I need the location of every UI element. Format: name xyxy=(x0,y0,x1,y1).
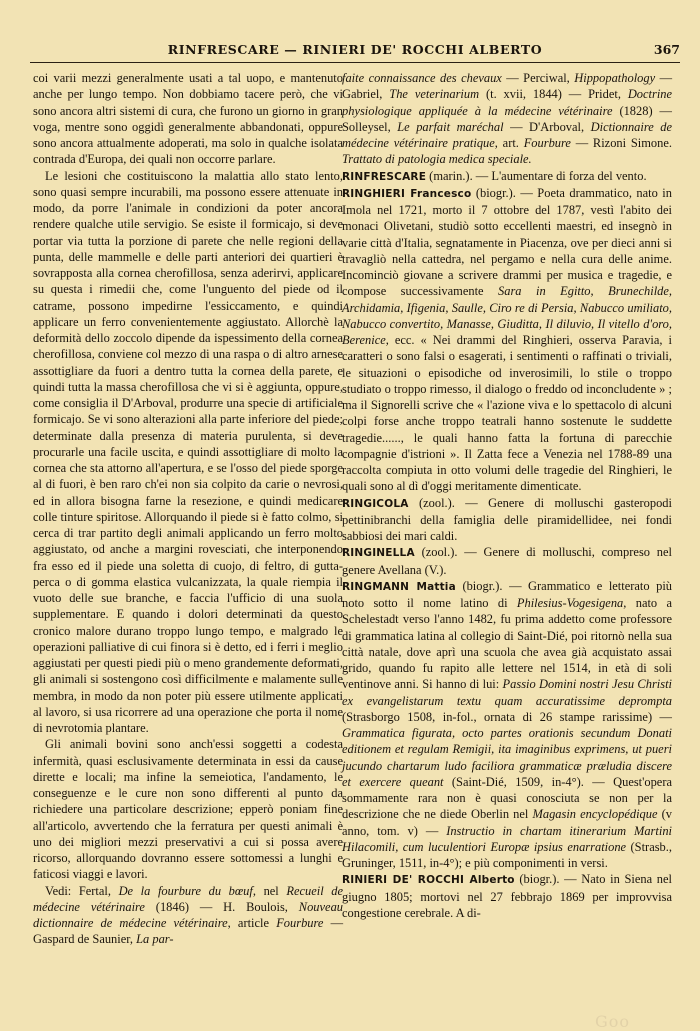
cited-title: Le parfait maréchal xyxy=(397,119,504,134)
text-run: , article xyxy=(227,916,277,930)
entry-ringicola xyxy=(342,495,672,545)
entry-headword: RINGMANN Mattia xyxy=(342,580,456,593)
text-run: (1846) — H. Boulois, xyxy=(144,899,299,914)
cited-title: Magasin encyclopédique xyxy=(532,807,658,822)
entry-headword: RINGICOLA xyxy=(342,497,409,510)
text-run: (t. xvii, 1844) — Pridet, xyxy=(479,87,628,102)
cited-title: Philesius-Vogesigena xyxy=(516,596,624,610)
text-run: — Rizoni Simone. xyxy=(570,136,672,150)
page-number: 367 xyxy=(653,42,680,57)
cited-title: Trattato di patologia medica speciale. xyxy=(342,152,532,167)
text-run: , art. xyxy=(494,136,524,150)
cited-title: Fourbure xyxy=(523,136,571,150)
paragraph: Le lesioni che costituiscono la malattia allo stato lento, sono quasi sempre incurabili, ma possono essere attenuate in modo, da porre l'animale in condizioni da poter ancora rendere qualche utile servigio. Se esiste il formicajo, si deve portar via tutta la porzione di parete che nelle regioni della punta, delle mammelle e delle parti anteriori dei quartieri è sovrapposta alla cornea cherofillosa, senza aderirvi, applicare su questa i rimedii che, come l'unguento del piede od il catrame, possono impedirne l'essiccamento, e quindi applicare un ferro convenientemente aggiustato. Allorchè la deformità dello zoccolo dipende da ispessimento della cornea cherofillosa, conviene col mezzo di una raspa o di altro arnese assottigliare da fuori a dentro tutta la cornea della parete, e quindi tutta la massa cherofillosa che vi si è aggiunta, oppure, come consiglia il D'Arboval, produrre una specie di artificiale formicajo. Se vi sono alterazioni alla parte inferiore del piede; determinate dalla presenza di materia purulenta, si deve procurarle una facile uscita, e quindi assottigliare di molto la cornea che sta attorno all'apertura, e se l'osso del piede sporge al di fuori, è ben raro ch'ei non sia colpito da carie o nevrosi, ed in allora bisogna farne la resezione, e quindi medicare colle tinture spiritose. Allorquando il piede si è fatto colmo, si cerca di trar partito degli animali applicando un ferro molto aggiustato, od anche a margini rovesciati, che interponendo fra esso ed il piede una soletta di cuojo, di feltro, di gutta-perca o di gomma elastica vulcanizzata, la quale riempia il vuoto delle sue branche, e faccia l'ufficio di una suola supplementare. E quando i dolori determinati da questo cronico malore durano troppo lungo tempo, e malgrado le operazioni palliative di cui finora si è detto, ed i ferri i meglio aggiustati per questi piedi più o meno grandemente deformati, gli animali si sostengono così difficilmente e malamente sulle membra, in modo da non poter più essere utilmente applicati al lavoro, si usa ricorrere ad una operazione che porta il nome di nevrotomia plantare. xyxy=(33,168,343,735)
entry-headword: RINGINELLA xyxy=(342,547,415,560)
cited-title: Recueil de médecine vétérinaire xyxy=(33,883,344,914)
text-run: — Gaspard de Saunier, xyxy=(33,916,344,947)
entry-text: ecc. « Nei drammi del Ringhieri, osserva Paravia, i caratteri o sono falsi o esagerati, i sentimenti o raffinati o triviali, le situazioni o episodiche od inverosimili, lo stile o troppo studiato o troppo rimesso, il dialogo o freddo od inconcludente » ; ma il Signorelli scrive che « l'azione viva e lo spettacolo di alcuni colpi forse anche troppo teatrali hanno sostenute le suddette tragedie......, le quali hanno fatta la fortuna di parecchie compagnie d'istrioni ». Il Zatta fece a Venezia nel 1788-89 una raccolta compiuta in otto volumi delle tragedie del Ringhieri, le quali sono al dì d'oggi meritamente dimenticate. xyxy=(342,333,672,494)
text-run: (1828) — Solleysel, xyxy=(342,103,672,134)
entry-text: (biogr.). — Poeta drammatico, nato in Imola nel 1721, morto il 7 ottobre del 1787, vestì l'abito dei monaci Olivetani, studiò sotto eccellenti maestri, ed insegnò in varie città d'Italia, segnatamente in Piacenza, ove per dieci anni si travagliò nella cattedra, nel pergamo e nella cura delle anime. Incominciò giovane a scrivere drammi per musica e tragedie, e compose successivamente xyxy=(342,185,672,299)
cited-title: The veterinarium xyxy=(389,87,480,102)
entry-text: (Strasborgo 1508, in-fol., ornata di 26 stampe rarissime) — xyxy=(342,709,672,724)
right-column xyxy=(342,70,672,921)
entry-text: (v anno, tom. v) — xyxy=(342,807,672,838)
cited-title: Passio Domini nostri Jesu Christi ex evangelistarum textu quam accuratissime deprompta xyxy=(342,677,672,708)
entry-headword: RINIERI DE' ROCCHI Alberto xyxy=(342,874,515,887)
entry-headword: RINGHIERI Francesco xyxy=(342,187,472,200)
bibliography-continuation xyxy=(342,70,672,168)
left-column xyxy=(33,70,343,948)
entry-text: (marin.). — L'aumentare di forza del vento. xyxy=(426,168,647,183)
paragraph: coi varii mezzi generalmente usati a tal uopo, e mantenuto anche per lungo tempo. Non dobbiamo tacere però, che vi sono ancora altri sistemi di cura, che furono un giorno in gran voga, mentre sono oggidì generalmente abbandonati, oppure sono ancora attualmente adoperati, ma solo in qualche isolata contrada d'Europa, dei quali non occorre parlare. xyxy=(33,71,343,167)
text-run: — D'Arboval, xyxy=(503,119,591,134)
cited-title: La par- xyxy=(136,932,174,947)
cited-title: Fourbure xyxy=(276,916,324,930)
text-run: Vedi: Fertal, xyxy=(45,883,119,898)
entry-ringinella xyxy=(342,544,672,578)
cited-title: faite connaissance des chevaux xyxy=(342,71,502,85)
cited-title: Doctrine physiologique appliquée à la médecine vétérinaire xyxy=(342,87,673,118)
text-run: , nel xyxy=(252,883,287,898)
entry-text: (Saint-Dié, 1509, in-4°). — Quest'opera sommamente rara non è quasi conosciuta se non per la descrizione che ne diede Oberlin nel xyxy=(342,774,672,822)
cited-title: Nouveau dictionnaire de médecine vétérinaire xyxy=(33,899,344,930)
cited-title: Dictionnaire de médecine vétérinaire pratique xyxy=(342,119,672,150)
cited-title: Hippopathology xyxy=(574,71,656,85)
entry-text: (Strasb., Gruninger, 1511, in-4°); e più componimenti in versi. xyxy=(342,839,672,870)
cited-title: Instructio in chartam itinerarium Martini Hilacomili, cum luculentiori Europæ ipsius enarratione xyxy=(342,823,672,854)
entry-text: , nato a Schelestadt verso l'anno 1482, fu prima addetto come professore di grammatica latina al collegio di Saint-Dié, poi ritornò nella sua città natale, dove aprì una scuola che avea già acquistato assai grido, quando fu rapito alle lettere nel 1514, in età di soli ventinove anni. Si hanno di lui: xyxy=(342,596,673,692)
entry-ringmann xyxy=(342,578,672,872)
scan-watermark: Goo xyxy=(595,1012,631,1031)
entry-text: (zool.). — Genere di molluschi gasteropodi pettinibranchi della famiglia delle piramidellidee, nei fondi sabbiosi dei mari caldi. xyxy=(342,495,672,543)
text-run: — Perciwal, xyxy=(501,71,575,85)
cited-title: Grammatica figurata, octo partes orationis secundum Donati editionem et regulam Remigii, ita imaginibus exprimens, ut pueri jucundo chartarum ludo faciliora grammaticæ præludia discere et exercere queant xyxy=(342,726,672,789)
running-head: RINFRESCARE — RINIERI DE' ROCCHI ALBERTO xyxy=(167,42,543,57)
text-run: — Gabriel, xyxy=(342,71,673,102)
header-rule xyxy=(30,62,680,63)
entry-ringhieri xyxy=(342,185,672,495)
entry-text: (zool.). — Genere di molluschi, compreso nel genere Avellana (V.). xyxy=(342,545,672,577)
entry-rinfrescare xyxy=(342,168,672,185)
entry-headword: RINFRESCARE xyxy=(342,170,427,183)
bibliography-paragraph xyxy=(33,883,343,948)
cited-title: De la fourbure du bœuf xyxy=(118,883,253,898)
page-header xyxy=(30,40,680,62)
entry-text: (biogr.). — Grammatico e letterato più noto sotto il nome latino di xyxy=(342,578,673,610)
paragraph: Gli animali bovini sono anch'essi soggetti a codesta infermità, quasi esclusivamente determinata in essi da cause dirette e locali; ma infine la semeiotica, l'andamento, le conseguenze e le cure non sono differenti al punto da richiedere una particolare descrizione; epperò poniam fine all'articolo, avvertendo che la ferratura per questi animali è uno dei migliori mezzi preservativi a cui si possa avere ricorso, allorquando dovranno essere sottomessi a lunghi e faticosi viaggi e lavori. xyxy=(33,737,343,882)
entry-text: (biogr.). — Nato in Siena nel giugno 1805; mortovi nel 27 febbrajo 1869 per improvvisa congestione cerebrale. A di- xyxy=(342,872,673,920)
cited-title: Sara in Egitto, Brunechilde, Archidamia, Ifigenia, Saulle, Ciro re di Persia, Nabucco umiliato, Nabucco convertito, Manasse, Giuditta, Il diluvio, Il vitello d'oro, Berenice, xyxy=(342,284,672,347)
entry-rinieri xyxy=(342,871,672,921)
